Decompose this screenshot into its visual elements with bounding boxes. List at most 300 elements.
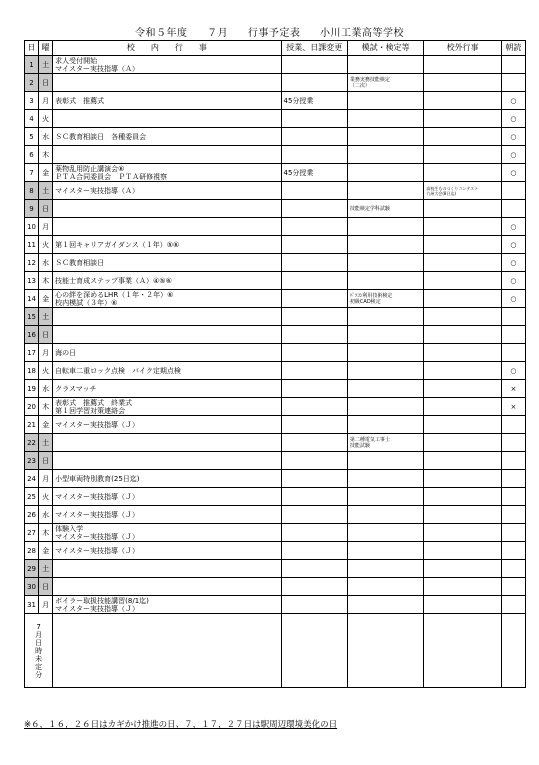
outside-event-text: 高校生ものづくりコンテスト — [426, 185, 479, 191]
undecided-char: 分 — [35, 670, 43, 679]
event-text: 表彰式 推薦式 — [55, 96, 105, 105]
outside-cell — [424, 398, 501, 416]
event-text: マイスター実技指導（Ｊ） — [55, 510, 139, 519]
exam-text: ﾊﾟｿｺﾝ利用技術検定 — [349, 292, 393, 299]
weekday-cell: 土 — [39, 434, 53, 452]
table-row — [25, 182, 526, 200]
exams-cell — [347, 110, 423, 128]
events-cell — [53, 182, 281, 200]
table-row — [25, 596, 526, 614]
table-row — [25, 470, 526, 488]
weekday-cell: 土 — [39, 308, 53, 326]
table-row — [25, 128, 526, 146]
day-cell: 26 — [25, 506, 39, 524]
events-cell — [53, 56, 281, 74]
day-cell: 30 — [25, 578, 39, 596]
classes-cell — [281, 488, 347, 506]
classes-cell — [281, 452, 347, 470]
event-text: マイスター実技指導（Ｊ） — [55, 492, 139, 501]
undecided-char: 時 — [35, 646, 43, 655]
table-row — [25, 380, 526, 398]
table-row — [25, 110, 526, 128]
outside-cell — [424, 488, 501, 506]
outside-cell — [424, 128, 501, 146]
reading-mark: ○ — [501, 362, 525, 380]
classes-cell — [281, 218, 347, 236]
weekday-cell: 金 — [39, 542, 53, 560]
outside-cell — [424, 326, 501, 344]
events-cell — [53, 74, 281, 92]
event-text: クラスマッチ — [55, 384, 97, 393]
exams-cell — [347, 560, 423, 578]
events-cell — [53, 380, 281, 398]
outside-cell — [424, 146, 501, 164]
reading-mark — [501, 200, 525, 218]
exams-cell — [347, 578, 423, 596]
classes-cell — [281, 362, 347, 380]
undecided-char: 定 — [35, 662, 43, 671]
day-cell: 1 — [25, 56, 39, 74]
exams-cell — [347, 236, 423, 254]
outside-cell — [424, 164, 501, 182]
outside-cell — [424, 218, 501, 236]
day-cell: 15 — [25, 308, 39, 326]
events-cell — [53, 578, 281, 596]
events-cell — [53, 272, 281, 290]
exam-text: 技能試験 — [349, 442, 370, 449]
exams-cell — [347, 416, 423, 434]
weekday-cell: 木 — [39, 272, 53, 290]
outside-cell — [424, 254, 501, 272]
classes-cell — [281, 560, 347, 578]
event-text: 心の絆を深めるLHR（１年・２年）⑥ — [55, 290, 174, 299]
exam-text: 初級CAD検定 — [349, 298, 381, 305]
day-cell: 3 — [25, 92, 39, 110]
classes-cell — [281, 470, 347, 488]
day-cell: 31 — [25, 596, 39, 614]
events-cell — [53, 452, 281, 470]
day-cell: 4 — [25, 110, 39, 128]
outside-cell — [424, 236, 501, 254]
col-day-header: 日 — [25, 41, 39, 56]
table-row — [25, 200, 526, 218]
classes-cell — [281, 398, 347, 416]
classes-cell — [281, 56, 347, 74]
weekday-cell: 土 — [39, 56, 53, 74]
exams-cell — [347, 380, 423, 398]
weekday-cell: 水 — [39, 506, 53, 524]
classes-cell — [281, 182, 347, 200]
event-text: 第１回キャリアガイダンス（１年）⑤⑥ — [55, 240, 180, 249]
table-row — [25, 236, 526, 254]
weekday-cell: 水 — [39, 380, 53, 398]
reading-mark: ○ — [501, 92, 525, 110]
reading-mark: ○ — [501, 128, 525, 146]
reading-mark — [501, 488, 525, 506]
exams-cell — [347, 272, 423, 290]
reading-mark: × — [501, 380, 525, 398]
events-cell — [53, 110, 281, 128]
undecided-reading — [501, 614, 525, 688]
exams-cell — [347, 470, 423, 488]
exams-cell — [347, 56, 423, 74]
exams-cell — [347, 182, 423, 200]
reading-mark — [501, 470, 525, 488]
classes-cell — [281, 380, 347, 398]
weekday-cell: 金 — [39, 290, 53, 308]
weekday-cell: 火 — [39, 488, 53, 506]
classes-cell — [281, 290, 347, 308]
day-cell: 24 — [25, 470, 39, 488]
outside-cell — [424, 92, 501, 110]
weekday-cell: 木 — [39, 398, 53, 416]
day-cell: 19 — [25, 380, 39, 398]
events-cell — [53, 470, 281, 488]
reading-mark — [501, 506, 525, 524]
day-cell: 17 — [25, 344, 39, 362]
exams-cell — [347, 344, 423, 362]
classes-cell — [281, 542, 347, 560]
outside-event-text: 九州大会(8日迄) — [426, 190, 457, 196]
table-row — [25, 290, 526, 308]
events-cell — [53, 416, 281, 434]
event-text: ＰＴＡ合同委員会 ＰＴＡ研修視察 — [55, 172, 168, 181]
classes-cell — [281, 254, 347, 272]
outside-cell — [424, 416, 501, 434]
table-row — [25, 452, 526, 470]
table-row — [25, 434, 526, 452]
event-text: マイスター実技指導（Ａ） — [55, 64, 139, 73]
table-row — [25, 578, 526, 596]
exams-cell — [347, 146, 423, 164]
events-cell — [53, 434, 281, 452]
classes-cell — [281, 308, 347, 326]
reading-mark — [501, 326, 525, 344]
classes-cell — [281, 506, 347, 524]
day-cell: 22 — [25, 434, 39, 452]
day-cell: 18 — [25, 362, 39, 380]
weekday-cell: 火 — [39, 110, 53, 128]
classes-cell — [281, 596, 347, 614]
table-row — [25, 524, 526, 542]
events-cell — [53, 164, 281, 182]
weekday-cell: 月 — [39, 344, 53, 362]
day-cell: 29 — [25, 560, 39, 578]
events-cell — [53, 308, 281, 326]
table-row — [25, 560, 526, 578]
table-row — [25, 74, 526, 92]
classes-cell — [281, 110, 347, 128]
exams-cell — [347, 254, 423, 272]
weekday-cell: 金 — [39, 164, 53, 182]
table-row — [25, 218, 526, 236]
exams-cell — [347, 506, 423, 524]
events-cell — [53, 128, 281, 146]
table-row — [25, 146, 526, 164]
day-cell: 2 — [25, 74, 39, 92]
table-row — [25, 326, 526, 344]
table-row — [25, 398, 526, 416]
weekday-cell: 日 — [39, 74, 53, 92]
weekday-cell: 月 — [39, 596, 53, 614]
reading-mark — [501, 344, 525, 362]
outside-cell — [424, 182, 501, 200]
table-row — [25, 56, 526, 74]
day-cell: 27 — [25, 524, 39, 542]
reading-mark: ○ — [501, 218, 525, 236]
day-cell: 23 — [25, 452, 39, 470]
outside-cell — [424, 308, 501, 326]
event-text: ＳＣ教育相談日 各種委員会 — [55, 132, 147, 141]
classes-cell — [281, 200, 347, 218]
event-text: 海の日 — [55, 348, 77, 357]
outside-cell — [424, 506, 501, 524]
weekday-cell: 月 — [39, 218, 53, 236]
table-row — [25, 92, 526, 110]
exam-text: 第二種電気工事士 — [349, 436, 390, 443]
outside-cell — [424, 272, 501, 290]
table-row — [25, 416, 526, 434]
col-events-header: 校 内 行 事 — [53, 41, 281, 56]
weekday-cell: 木 — [39, 524, 53, 542]
outside-cell — [424, 344, 501, 362]
day-cell: 7 — [25, 164, 39, 182]
event-text: マイスター実技指導（Ｊ） — [55, 604, 139, 613]
exams-cell — [347, 218, 423, 236]
classes-cell — [281, 272, 347, 290]
weekday-cell: 木 — [39, 146, 53, 164]
events-cell — [53, 254, 281, 272]
events-cell — [53, 362, 281, 380]
exams-cell — [347, 524, 423, 542]
table-row — [25, 164, 526, 182]
events-cell — [53, 506, 281, 524]
events-cell — [53, 398, 281, 416]
reading-mark — [501, 560, 525, 578]
events-cell — [53, 218, 281, 236]
event-text: 小型車両特別教育(25日迄) — [55, 474, 140, 483]
day-cell: 13 — [25, 272, 39, 290]
weekday-cell: 金 — [39, 416, 53, 434]
events-cell — [53, 524, 281, 542]
weekday-cell: 土 — [39, 560, 53, 578]
weekday-cell: 月 — [39, 92, 53, 110]
reading-mark — [501, 524, 525, 542]
reading-mark — [501, 416, 525, 434]
undecided-char: 日 — [35, 638, 43, 647]
reading-mark: × — [501, 398, 525, 416]
event-text: 体験入学 — [55, 524, 84, 533]
event-text: 表彰式 推薦式 終業式 — [55, 398, 133, 407]
reading-mark: ○ — [501, 254, 525, 272]
outside-cell — [424, 596, 501, 614]
event-text: 第１回学習対策連絡会 — [55, 406, 126, 415]
event-text: マイスター実技指導（Ｊ） — [55, 420, 139, 429]
reading-mark — [501, 56, 525, 74]
outside-cell — [424, 290, 501, 308]
event-text: 求人受付開始 — [55, 56, 98, 65]
exams-cell — [347, 434, 423, 452]
exams-cell — [347, 326, 423, 344]
weekday-cell: 土 — [39, 182, 53, 200]
footer-note: ※６，１６，２６日はカギかけ推進の日、７，１７，２７日は駅周辺環境美化の日 — [24, 720, 338, 730]
exams-cell — [347, 290, 423, 308]
reading-mark: ○ — [501, 236, 525, 254]
table-row — [25, 488, 526, 506]
events-cell — [53, 326, 281, 344]
exams-cell — [347, 398, 423, 416]
day-cell: 5 — [25, 128, 39, 146]
col-outside-header: 校外行事 — [424, 41, 501, 56]
reading-mark — [501, 578, 525, 596]
weekday-cell: 火 — [39, 362, 53, 380]
day-cell: 10 — [25, 218, 39, 236]
events-cell — [53, 146, 281, 164]
col-reading-header: 朝読 — [501, 41, 525, 56]
classes-cell — [281, 524, 347, 542]
weekday-cell: 日 — [39, 578, 53, 596]
header-row — [25, 41, 526, 56]
day-cell: 9 — [25, 200, 39, 218]
exams-cell — [347, 488, 423, 506]
day-cell: 14 — [25, 290, 39, 308]
reading-mark: ○ — [501, 164, 525, 182]
reading-mark: ○ — [501, 110, 525, 128]
weekday-cell: 月 — [39, 470, 53, 488]
outside-cell — [424, 452, 501, 470]
table-row — [25, 362, 526, 380]
title-month: ７月 — [207, 28, 229, 39]
events-cell — [53, 560, 281, 578]
events-cell — [53, 290, 281, 308]
exams-cell — [347, 452, 423, 470]
reading-mark — [501, 542, 525, 560]
outside-cell — [424, 56, 501, 74]
classes-cell — [281, 344, 347, 362]
undecided-outside — [424, 614, 501, 688]
reading-mark — [501, 74, 525, 92]
title-era: 令和５年度 — [134, 28, 188, 39]
exams-cell — [347, 92, 423, 110]
outside-cell — [424, 380, 501, 398]
outside-cell — [424, 470, 501, 488]
event-text: マイスター実技指導（Ａ） — [55, 186, 139, 195]
events-cell — [53, 488, 281, 506]
event-text: マイスター実技指導（Ｊ） — [55, 532, 139, 541]
events-cell — [53, 92, 281, 110]
undecided-exams — [347, 614, 423, 688]
schedule-table — [24, 40, 526, 688]
classes-cell — [281, 416, 347, 434]
undecided-label — [25, 614, 53, 688]
col-classes-header: 授業、日課変更 — [281, 41, 347, 56]
exam-text: （二次） — [349, 82, 370, 89]
weekday-cell: 水 — [39, 254, 53, 272]
classes-cell — [281, 434, 347, 452]
undecided-char: 7 — [36, 622, 41, 631]
document-title — [0, 24, 539, 39]
exams-cell — [347, 74, 423, 92]
undecided-char: 未 — [35, 654, 43, 663]
title-doc: 行事予定表 — [247, 28, 301, 39]
classes-cell — [281, 236, 347, 254]
table-row — [25, 254, 526, 272]
outside-cell — [424, 434, 501, 452]
reading-mark — [501, 452, 525, 470]
outside-cell — [424, 542, 501, 560]
weekday-cell: 水 — [39, 128, 53, 146]
col-exams-header: 模試・検定等 — [347, 41, 423, 56]
exams-cell — [347, 542, 423, 560]
table-row — [25, 308, 526, 326]
event-text: 薬物乱用防止講演会⑥ — [55, 164, 125, 173]
reading-mark — [501, 434, 525, 452]
day-cell: 11 — [25, 236, 39, 254]
reading-mark: ○ — [501, 290, 525, 308]
outside-cell — [424, 524, 501, 542]
reading-mark — [501, 182, 525, 200]
outside-cell — [424, 578, 501, 596]
day-cell: 16 — [25, 326, 39, 344]
classes-cell — [281, 326, 347, 344]
title-school: 小川工業高等学校 — [320, 28, 405, 39]
classes-cell: 45分授業 — [281, 164, 347, 182]
day-cell: 20 — [25, 398, 39, 416]
event-text: 自転車二重ロック点検 バイク定期点検 — [55, 366, 181, 375]
weekday-cell: 日 — [39, 452, 53, 470]
undecided-classes — [281, 614, 347, 688]
classes-cell: 45分授業 — [281, 92, 347, 110]
event-text: ＳＣ教育相談日 — [55, 258, 105, 267]
col-dow-header: 曜 — [39, 41, 53, 56]
event-text: 校内模試（３年）⑥ — [55, 298, 118, 307]
outside-cell — [424, 362, 501, 380]
outside-cell — [424, 110, 501, 128]
weekday-cell: 火 — [39, 236, 53, 254]
classes-cell — [281, 578, 347, 596]
classes-cell — [281, 128, 347, 146]
day-cell: 25 — [25, 488, 39, 506]
table-row — [25, 272, 526, 290]
day-cell: 12 — [25, 254, 39, 272]
exams-cell — [347, 362, 423, 380]
event-text: マイスター実技指導（Ｊ） — [55, 546, 139, 555]
event-text: ボイラー取扱技能講習(8/1迄) — [55, 596, 149, 605]
events-cell — [53, 542, 281, 560]
day-cell: 21 — [25, 416, 39, 434]
exams-cell — [347, 164, 423, 182]
event-text: 技能士育成ステップ事業（Ａ）④⑤⑥ — [55, 276, 172, 285]
table-row — [25, 542, 526, 560]
events-cell — [53, 200, 281, 218]
weekday-cell: 日 — [39, 200, 53, 218]
undecided-char: 月 — [35, 630, 43, 639]
outside-cell — [424, 74, 501, 92]
weekday-cell: 日 — [39, 326, 53, 344]
classes-cell — [281, 146, 347, 164]
events-cell — [53, 344, 281, 362]
exam-text: 技能検定学科試験 — [349, 205, 390, 212]
events-cell — [53, 236, 281, 254]
classes-cell — [281, 74, 347, 92]
undecided-events — [53, 614, 281, 688]
exams-cell — [347, 308, 423, 326]
exam-text: 業務実務技能検定 — [349, 76, 390, 83]
table-row — [25, 506, 526, 524]
exams-cell — [347, 128, 423, 146]
reading-mark — [501, 308, 525, 326]
exams-cell — [347, 596, 423, 614]
